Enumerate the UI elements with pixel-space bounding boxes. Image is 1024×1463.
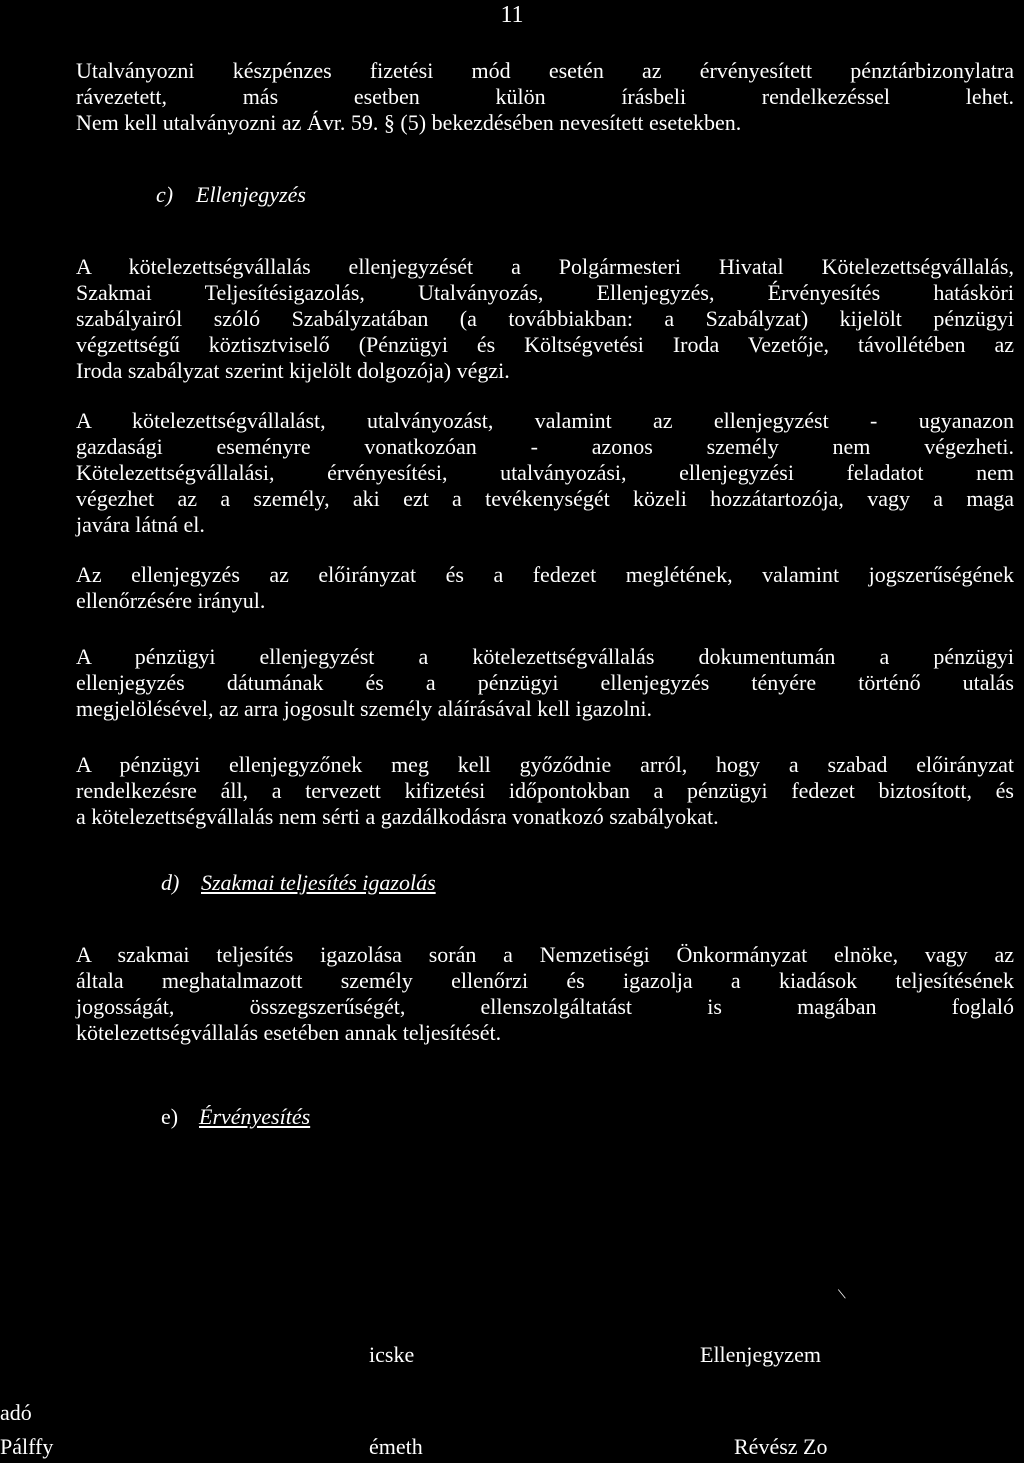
text-line: A pénzügyi ellenjegyzést a kötelezettségvállalás dokumentumán a pénzügyi <box>76 644 1014 669</box>
text-line: megjelölésével, az arra jogosult személy aláírásával kell igazolni. <box>76 696 653 721</box>
text-line: a kötelezettségvállalás nem sérti a gazdálkodásra vonatkozó szabályokat. <box>76 804 719 829</box>
text-line: javára látná el. <box>76 512 205 537</box>
text-line: ellenjegyzés dátumának és a pénzügyi ellenjegyzés tényére történő utalás <box>76 670 1014 695</box>
text-line: A kötelezettségvállalást, utalványozást, valamint az ellenjegyzést - ugyanazon <box>76 408 1014 433</box>
text-line: A kötelezettségvállalás ellenjegyzését a Polgármesteri Hivatal Kötelezettségvállalás, <box>76 254 1014 279</box>
section-title: Ellenjegyzés <box>196 182 306 207</box>
page-number: 11 <box>500 2 524 28</box>
section-heading-d <box>161 870 1014 896</box>
text-line: jogosságát, összegszerűségét, ellenszolgáltatást is magában foglaló <box>76 994 1014 1019</box>
paragraph-szakmai-teljesites <box>76 942 1014 1046</box>
section-letter: e) <box>161 1104 179 1129</box>
paragraph-ellenjegyzes-4 <box>76 644 1014 722</box>
signature-right-bottom: Révész Zo <box>734 1434 828 1459</box>
text-line: Szakmai Teljesítésigazolás, Utalványozás, Ellenjegyzés, Érvényesítés hatásköri <box>76 280 1014 305</box>
section-letter: c) <box>156 182 174 207</box>
text-line: ellenőrzésére irányul. <box>76 588 266 613</box>
text-line: rendelkezésre áll, a tervezett kifizetési időpontokban a pénzügyi fedezet biztosított, és <box>76 778 1014 803</box>
text-line: Utalványozni készpénzes fizetési mód esetén az érvényesített pénztárbizonylatra <box>76 58 1014 83</box>
signature-middle-bottom: émeth <box>369 1434 423 1459</box>
text-line: Kötelezettségvállalási, érvényesítési, utalványozási, ellenjegyzési feladatot nem <box>76 460 1014 485</box>
text-line: végzettségű köztisztviselő (Pénzügyi és Költségvetési Iroda Vezetője, távollétében az <box>76 332 1014 357</box>
paragraph-ellenjegyzes-2 <box>76 408 1014 538</box>
section-heading-c <box>156 182 1014 208</box>
text-line: Iroda szabályzat szerint kijelölt dolgozója) végzi. <box>76 358 510 383</box>
signature-mark: \ <box>837 1285 848 1304</box>
signature-left-top: adó <box>0 1400 32 1425</box>
section-title: Szakmai teljesítés igazolás <box>201 870 436 895</box>
paragraph-ellenjegyzes-5 <box>76 752 1014 830</box>
text-line: A szakmai teljesítés igazolása során a Nemzetiségi Önkormányzat elnöke, vagy az <box>76 942 1014 967</box>
paragraph-ellenjegyzes-3 <box>76 562 1014 614</box>
signature-right-top: Ellenjegyzem <box>700 1342 821 1367</box>
text-line: általa meghatalmazott személy ellenőrzi és igazolja a kiadások teljesítésének <box>76 968 1014 993</box>
text-line: A pénzügyi ellenjegyzőnek meg kell győződnie arról, hogy a szabad előirányzat <box>76 752 1014 777</box>
text-line: szabályairól szóló Szabályzatában (a továbbiakban: a Szabályzat) kijelölt pénzügyi <box>76 306 1014 331</box>
section-heading-e <box>161 1104 1014 1130</box>
paragraph-utalvanyozas <box>76 58 1014 136</box>
signature-middle-top: icske <box>369 1342 415 1367</box>
text-line: gazdasági eseményre vonatkozóan - azonos személy nem végezheti. <box>76 434 1014 459</box>
text-line: végezhet az a személy, aki ezt a tevékenységét közeli hozzátartozója, vagy a maga <box>76 486 1014 511</box>
paragraph-ellenjegyzes-1 <box>76 254 1014 384</box>
text-line: rávezetett, más esetben külön írásbeli rendelkezéssel lehet. <box>76 84 1014 109</box>
signature-left-bottom: Pálffy <box>0 1434 54 1459</box>
section-letter: d) <box>161 870 180 895</box>
text-line: Nem kell utalványozni az Ávr. 59. § (5) bekezdésében nevesített esetekben. <box>76 110 742 135</box>
text-line: Az ellenjegyzés az előirányzat és a fedezet meglétének, valamint jogszerűségének <box>76 562 1014 587</box>
section-title: Érvényesítés <box>199 1104 311 1129</box>
text-line: kötelezettségvállalás esetében annak teljesítését. <box>76 1020 502 1045</box>
document-body <box>76 58 1014 1130</box>
